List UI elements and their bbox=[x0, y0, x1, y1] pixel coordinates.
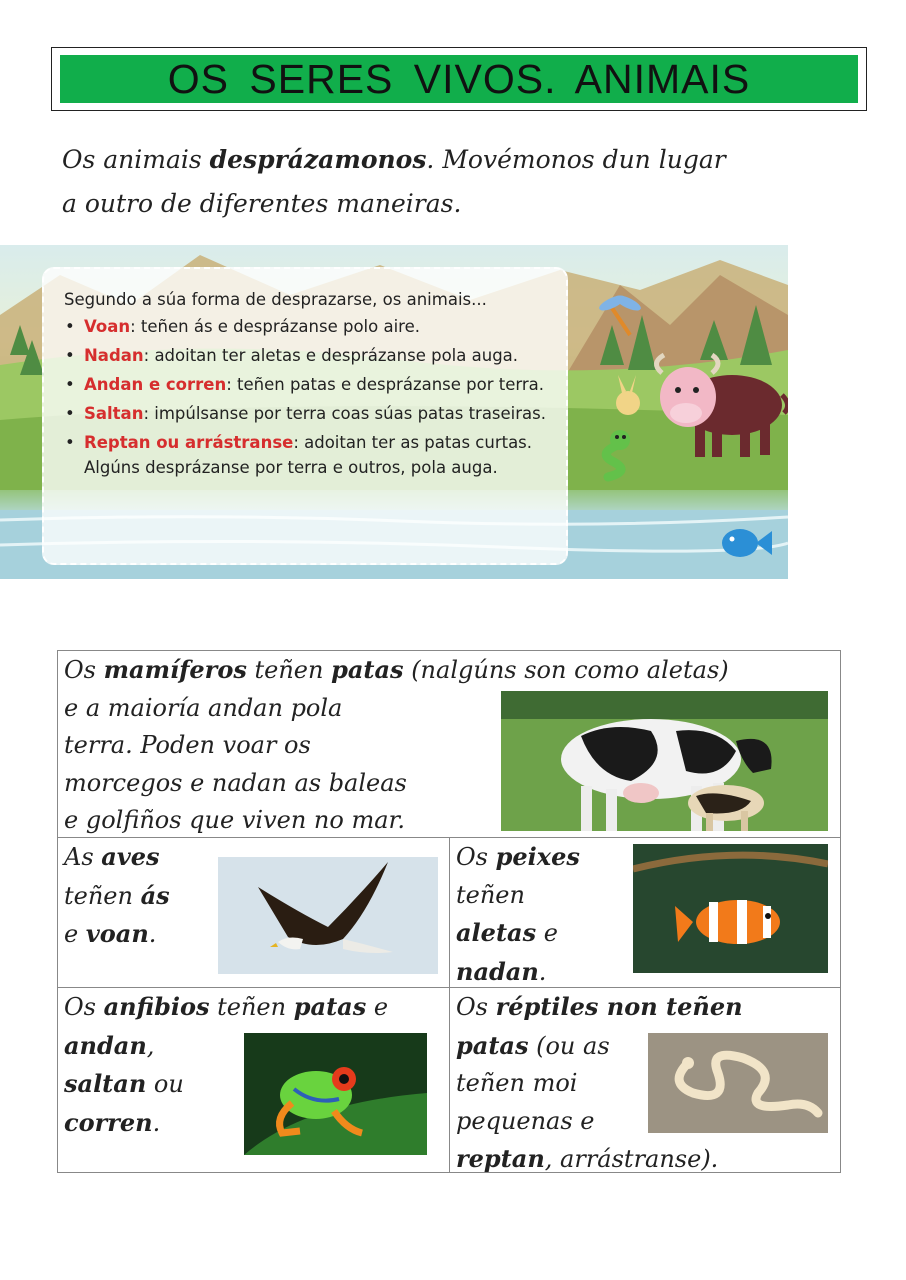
cell-mamiferos: Os mamíferos teñen patas (nalgúns son como aletas) e a maioría andan pola terra. Poden voar os morcegos e nadan as baleas e golfiños que viven no mar. bbox=[64, 655, 729, 834]
cell-aves: As aves teñen ás e voan. bbox=[64, 842, 170, 948]
eagle-photo bbox=[218, 857, 438, 974]
intro-text: Os animais bbox=[62, 145, 210, 174]
intro-line-2: a outro de diferentes maneiras. bbox=[62, 189, 462, 218]
intro-paragraph bbox=[62, 138, 842, 226]
list-item: • Nadan: adoitan ter aletas e desprázanse pola auga. bbox=[84, 343, 552, 368]
cell-reptiles: Os réptiles non teñen patas (ou as teñen moi pequenas e reptan, arrástranse). bbox=[456, 992, 743, 1173]
intro-line-1 bbox=[62, 138, 842, 182]
cow-photo bbox=[501, 691, 828, 831]
cell-anfibios: Os anfibios teñen patas e andan, saltan ou corren. bbox=[64, 992, 389, 1137]
animal-groups-table bbox=[57, 650, 841, 1173]
list-item: • Voan: teñen ás e desprázanse polo aire. bbox=[84, 314, 552, 339]
movement-info-card bbox=[42, 267, 568, 565]
info-lead: Segundo a súa forma de desprazarse, os animais... bbox=[64, 290, 487, 309]
list-item: • Andan e corren: teñen patas e desprázanse por terra. bbox=[84, 372, 552, 397]
list-item: • Saltan: impúlsanse por terra coas súas patas traseiras. bbox=[84, 401, 552, 426]
title-banner bbox=[60, 55, 858, 103]
movement-illustration bbox=[0, 245, 788, 579]
cell-peixes: Os peixes teñen aletas e nadan. bbox=[456, 842, 580, 986]
intro-bold: desprázamonos bbox=[209, 145, 427, 174]
intro-text: . Movémonos dun lugar bbox=[426, 145, 726, 174]
movement-list bbox=[64, 314, 552, 480]
list-item: • Reptan ou arrástranse: adoitan ter as patas curtas. Algúns desprázanse por terra e outros, pola auga. bbox=[84, 430, 552, 480]
frog-photo bbox=[244, 1033, 427, 1155]
title-frame bbox=[51, 47, 867, 111]
clownfish-photo bbox=[633, 844, 828, 973]
snake-photo bbox=[648, 1033, 828, 1133]
page-title: OS SERES VIVOS. ANIMAIS bbox=[167, 55, 751, 102]
